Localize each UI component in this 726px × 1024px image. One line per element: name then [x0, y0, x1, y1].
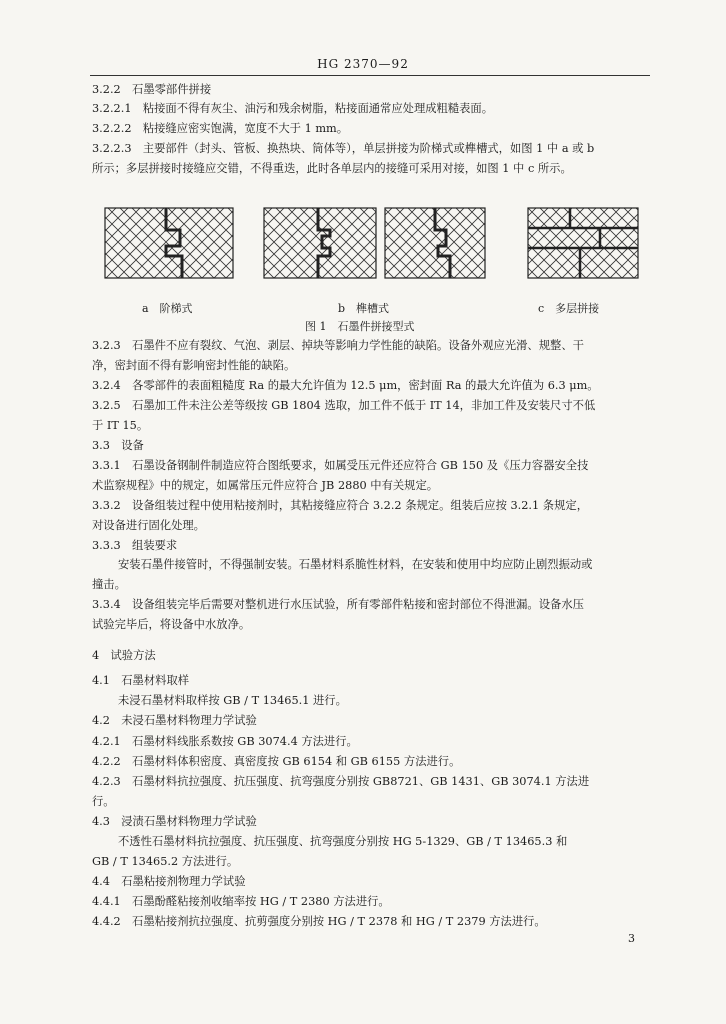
section-heading: 4.1 石墨材料取样: [92, 674, 190, 687]
text-line: 3.3.3 组装要求: [92, 539, 178, 552]
text-line: 安装石墨件接管时，不得强制安装。石墨材料系脆性材料，在安装和使用中均应防止剧烈振动或: [118, 558, 593, 571]
text-line: 4.4.2 石墨粘接剂抗拉强度、抗剪强度分别按 HG / T 2378 和 HG / T 2379 方法进行。: [92, 915, 546, 928]
text-line: 4.2.3 石墨材料抗拉强度、抗压强度、抗弯强度分别按 GB8721、GB 1431、GB 3074.1 方法进: [92, 775, 590, 788]
text-line: GB / T 13465.2 方法进行。: [92, 855, 239, 868]
text-line: 3.3.4 设备组装完毕后需要对整机进行水压试验，所有零部件粘接和密封部位不得泄漏。设备水压: [92, 598, 584, 611]
splice-figure: [100, 200, 645, 300]
figure-a-stepped: [105, 208, 233, 278]
text-line: 净，密封面不得有影响密封性能的缺陷。: [92, 359, 296, 372]
text-line: 3.2.5 石墨加工件未注公差等级按 GB 1804 选取，加工件不低于 IT 14，非加工件及安装尺寸不低: [92, 399, 596, 412]
text-line: 于 IT 15。: [92, 419, 149, 432]
text-line: 3.2.4 各零部件的表面粗糙度 Ra 的最大允许值为 12.5 μm，密封面 Ra 的最大允许值为 6.3 μm。: [92, 379, 599, 392]
text-line: 3.2.2.1 粘接面不得有灰尘、油污和残余树脂，粘接面通常应处理成粗糙表面。: [92, 102, 494, 115]
header-rule: [90, 75, 650, 76]
text-line: 4.4.1 石墨酚醛粘接剂收缩率按 HG / T 2380 方法进行。: [92, 895, 390, 908]
figure-label-c: c 多层拼接: [538, 302, 600, 315]
figure-caption: 图 1 石墨件拼接型式: [305, 320, 415, 333]
text-line: 术监察规程》中的规定，如属常压元件应符合 JB 2880 中有关规定。: [92, 479, 439, 492]
section-heading: 4.2 未浸石墨材料物理力学试验: [92, 714, 257, 727]
text-line: 未浸石墨材料取样按 GB / T 13465.1 进行。: [118, 694, 347, 707]
figure-label-b: b 榫槽式: [338, 302, 390, 315]
text-line: 4.2.1 石墨材料线胀系数按 GB 3074.4 方法进行。: [92, 735, 358, 748]
text-line: 3.3.2 设备组装过程中使用粘接剂时，其粘接缝应符合 3.2.2 条规定。组装后应按 3.2.1 条规定，: [92, 499, 588, 512]
section-heading: 4.3 浸渍石墨材料物理力学试验: [92, 815, 257, 828]
section-heading: 3.3 设备: [92, 439, 144, 452]
figure-label-a: a 阶梯式: [142, 302, 193, 315]
figure-stepped-variant: [385, 208, 485, 278]
text-line: 撞击。: [92, 578, 126, 591]
page-number: 3: [628, 932, 635, 945]
text-line: 不透性石墨材料抗拉强度、抗压强度、抗弯强度分别按 HG 5-1329、GB / T 13465.3 和: [118, 835, 568, 848]
section-heading: 4.4 石墨粘接剂物理力学试验: [92, 875, 246, 888]
text-line: 4.2.2 石墨材料体积密度、真密度按 GB 6154 和 GB 6155 方法进行。: [92, 755, 461, 768]
text-line: 试验完毕后，将设备中水放净。: [92, 618, 251, 631]
text-line: 3.2.2.2 粘接缝应密实饱满，宽度不大于 1 mm。: [92, 122, 349, 135]
text-line: 对设备进行固化处理。: [92, 519, 205, 532]
figure-c-multilayer: [528, 208, 638, 278]
text-line: 行。: [92, 795, 115, 808]
text-line: 3.2.2.3 主要部件（封头、管板、换热块、筒体等），单层拼接为阶梯式或榫槽式，如图 1 中 a 或 b: [92, 142, 595, 155]
text-line: 所示；多层拼接时接缝应交错，不得重迭，此时各单层内的接缝可采用对接，如图 1 中 c 所示。: [92, 162, 572, 175]
text-line: 3.2.2 石墨零部件拼接: [92, 83, 212, 96]
text-line: 3.3.1 石墨设备钢制件制造应符合图纸要求，如属受压元件还应符合 GB 150 及《压力容器安全技: [92, 459, 589, 472]
figure-b-tongue-groove: [264, 208, 376, 278]
page-header: HG 2370—92: [317, 57, 409, 71]
text-line: 3.2.3 石墨件不应有裂纹、气泡、剥层、掉块等影响力学性能的缺陷。设备外观应光滑、规整、干: [92, 339, 584, 352]
section-heading: 4 试验方法: [92, 649, 156, 662]
